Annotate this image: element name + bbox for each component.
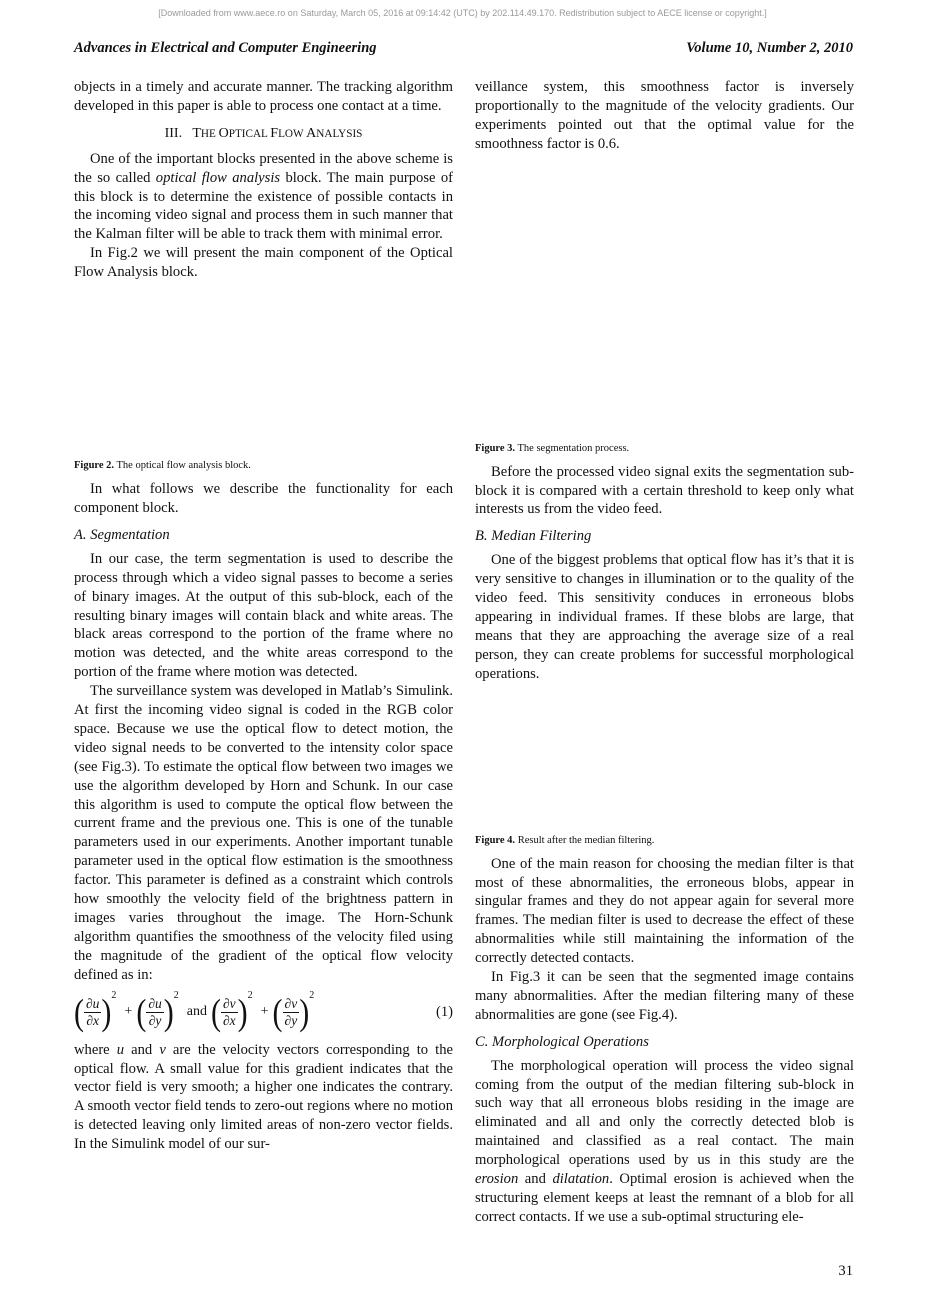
paragraph: Before the processed video signal exits the segmentation sub-block it is compared with a certain threshold to keep only what interests us from the video feed. — [475, 463, 854, 518]
paragraph: veillance system, this smoothness factor is inversely proportionally to the magnitude of the velocity gradients. Our experiments pointed out that the optimal value for the smoothness factor is 0.6. — [475, 79, 854, 152]
right-column — [475, 78, 854, 1227]
paragraph: In Fig.3 it can be seen that the segmented image contains many abnormalities. After the median filtering many of these abnormalities are gone (see Fig.4). — [475, 969, 854, 1023]
volume-info: Volume 10, Number 2, 2010 — [686, 40, 853, 56]
paragraph: One of the important blocks presented in the above scheme is the so called optical flow analysis block. The main purpose of this block is to determine the existence of possible contacts in the incoming video signal and process them in such manner that the Kalman filter will be able to track them with minimal error. — [74, 150, 454, 243]
journal-title: Advances in Electrical and Computer Engineering — [74, 40, 377, 56]
paragraph: The morphological operation will process the video signal coming from the output of the median filtering sub-block in such way that all erroneous blobs residing in the image are eliminated and all and only the correctly detected blob is maintained and classified as a real contact. The main morphological operations used by us in this study are the erosion and dilatation. Optimal erosion is achieved when the structuring element keeps at least the remnant of a blob for all correct contacts. If we use a sub-optimal structuring ele- — [475, 1057, 854, 1225]
paragraph: One of the main reason for choosing the median filter is that most of these abnormalities, the erroneous blobs, appear in singular frames and they do not appear again for several more frames. The median filter is used to decrease the effect of these abnormalities while still maintaining the information of the correctly detected contacts. — [475, 855, 854, 967]
subsection-heading-b: B. Median Filtering — [475, 528, 592, 545]
paragraph: In Fig.2 we will present the main component of the Optical Flow Analysis block. — [74, 245, 453, 281]
figure-3-area — [475, 154, 854, 442]
equation-1: ( $\frac{\partial u}{\partial x}$ ) 2 + ( $\frac{\partial u}{\partial y}$ ) 2 and ( $\frac{\partial v}{\partial x}$ ) 2 + ( $\frac{\partial v}{\partial y}$ ) 2 (1) — [74, 990, 453, 1033]
subsection-heading-a: A. Segmentation — [74, 526, 170, 543]
page-number: 31 — [838, 1263, 853, 1279]
figure-4-area — [475, 684, 854, 834]
subsection-heading-c: C. Morphological Operations — [475, 1033, 649, 1050]
download-notice: [Downloaded from www.aece.ro on Saturday, March 05, 2016 at 09:14:42 (UTC) by 202.114.49.170. Redistribution subject to AECE license or copyright.] — [158, 8, 767, 18]
paragraph: In our case, the term segmentation is used to describe the process through which a video signal passes to become a series of binary images. At the output of this sub-block, each of the resulting binary images will contain black and white areas. The black areas correspond to the portion of the frame where no motion was detected, and the white areas correspond to the portion of the frame where motion was detected. — [74, 550, 453, 681]
left-column — [74, 78, 453, 1154]
figure-4-caption: Figure 4. Result after the median filtering. — [475, 834, 655, 846]
paragraph: One of the biggest problems that optical flow has it’s that it is very sensitive to changes in illumination or to the quality of the video feed. This sensitivity conduces in erroneous blobs appearing in individual frames. If these blobs are large, that means that they are approaching the average size of a real person, they can create problems for successful morphological operations. — [475, 552, 854, 682]
paragraph: The surveillance system was developed in Matlab’s Simulink. At first the incoming video signal is coded in the RGB color space. Because we use the optical flow to detect motion, the video signal needs to be converted to the intensity color space (see Fig.3). To estimate the optical flow between two images we use the algorithm developed by Horn and Schunk. In our case this algorithm is used to compute the optical flow between the current frame and the previous one. This is one of the tunable parameters used in our experiments. Another important tunable parameter used in the optical flow estimation is the smoothness factor. This parameter is defined as a constraint which controls how smoothly the velocity field of the brightness pattern in images varies throughout the image. The Horn-Schunk algorithm quantifies the smoothness of the velocity filed using the magnitude of the gradient of the optical flow velocity defined as in: — [74, 683, 453, 983]
paragraph: where u and v are the velocity vectors corresponding to the optical flow. A small value for this gradient indicates that the vector field is very smooth; a higher one indicates the contrary. A smooth vector field tends to zero-out regions where no motion is detected leaving only limited areas of non-zero vector fields. In the Simulink model of our sur- — [74, 1041, 453, 1153]
figure-2-area — [74, 282, 453, 459]
figure-2-caption: Figure 2. The optical flow analysis block. — [74, 460, 251, 472]
paragraph: objects in a timely and accurate manner. The tracking algorithm developed in this paper is able to process one contact at a time. — [74, 79, 453, 114]
paragraph: In what follows we describe the functionality for each component block. — [74, 481, 453, 516]
equation-number: (1) — [435, 1003, 453, 1020]
figure-3-caption: Figure 3. The segmentation process. — [475, 442, 630, 454]
section-heading-3: III. THE OPTICAL FLOW ANALYSIS — [164, 125, 363, 141]
